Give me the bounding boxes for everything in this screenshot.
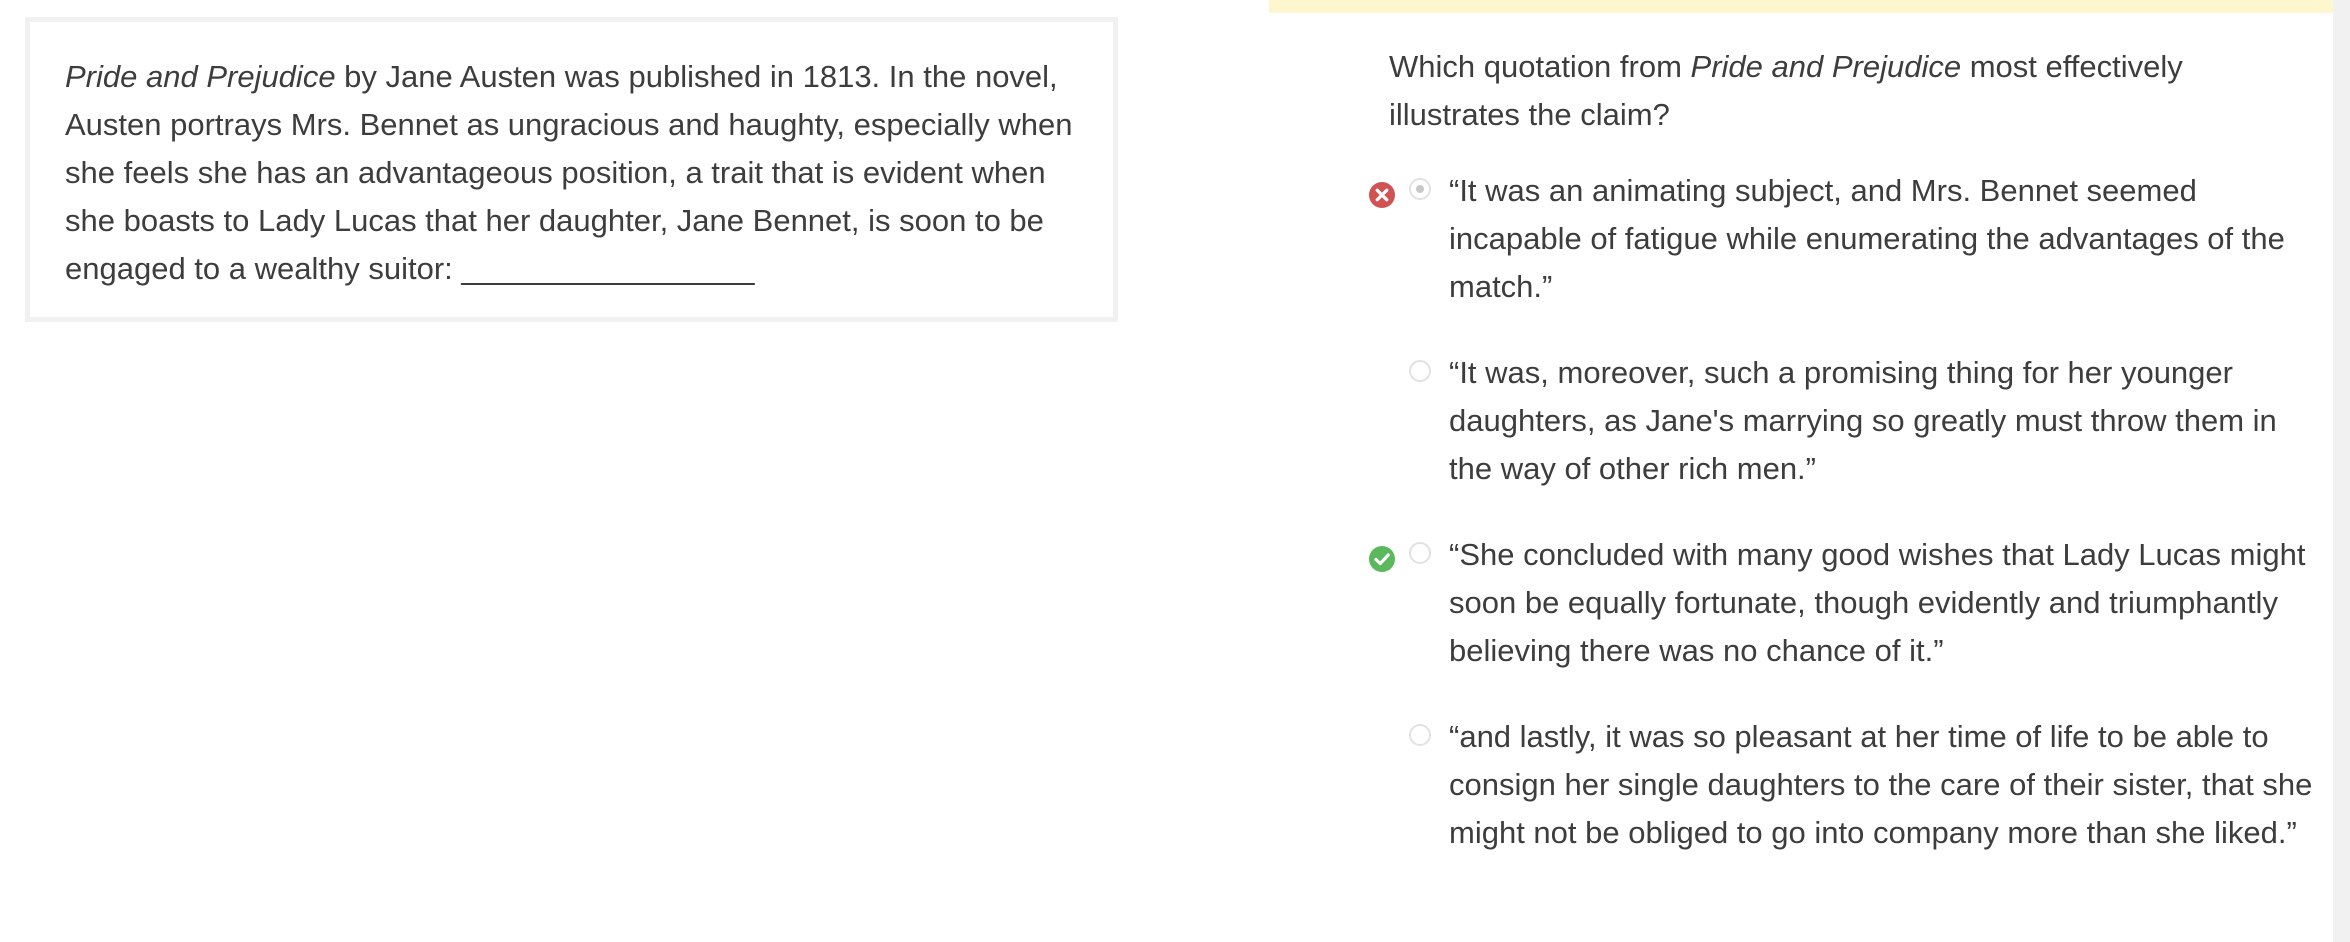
highlight-bar [1269,0,2333,13]
prompt-book-title: Pride and Prejudice [1690,49,1962,84]
choice-4-radio[interactable] [1409,724,1431,746]
choice-3-text: “She concluded with many good wishes that Lady Lucas might soon be equally fortunate, though evidently and triumphantly believing there was no chance of it.” [1449,537,2306,668]
passage-card [25,17,1118,322]
choice-2-text: “It was, moreover, such a promising thing for her younger daughters, as Jane's marrying so greatly must throw them in the way of other rich men.” [1449,355,2277,486]
scrollbar-track[interactable] [2333,0,2350,942]
prompt-before: Which quotation from [1389,49,1691,84]
x-circle-icon [1368,181,1396,209]
passage-blank: _________________ [461,251,755,286]
passage-body: by Jane Austen was published in 1813. In the novel, Austen portrays Mrs. Bennet as ungracious and haughty, especially when she feels she has an advantageous position, a trait that is evident when she boasts to Lady Lucas that her daughter, Jane Bennet, is soon to be engaged to a wealthy suitor: [65,59,1073,286]
choice-4-text: “and lastly, it was so pleasant at her time of life to be able to consign her single daughters to the care of their sister, that she might not be obliged to go into company more than she liked.” [1449,719,2313,850]
question-prompt [1389,43,2319,139]
passage-text [65,53,1095,293]
passage-book-title: Pride and Prejudice [65,59,336,94]
choice-1-text: “It was an animating subject, and Mrs. Bennet seemed incapable of fatigue while enumerating the advantages of the match.” [1449,173,2285,304]
choice-2-radio[interactable] [1409,360,1431,382]
choice-1-radio[interactable] [1409,178,1431,200]
question-pane [1269,0,2333,942]
prompt-after: most effectively illustrates the claim? [1389,49,2183,132]
choice-3-radio[interactable] [1409,542,1431,564]
check-circle-icon [1368,545,1396,573]
